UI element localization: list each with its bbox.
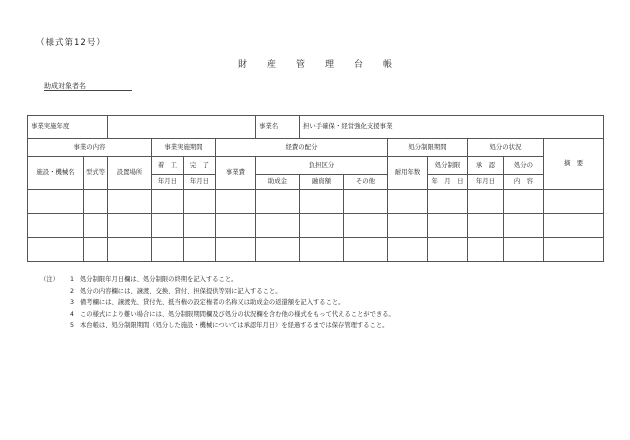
note-number: 3 (69, 299, 74, 306)
col-loan: 融資額 (300, 175, 344, 190)
col-remarks: 摘 要 (544, 139, 604, 190)
cell-location[interactable] (108, 214, 152, 238)
col-facility: 施設・機械名 (28, 157, 84, 190)
cell-restriction-date[interactable] (428, 190, 468, 214)
cell-approval[interactable] (468, 190, 504, 214)
cell-end[interactable] (184, 214, 216, 238)
col-other: その他 (344, 175, 388, 190)
cell-restriction-date[interactable] (428, 238, 468, 262)
header-row-project (28, 116, 604, 139)
col-restriction-top: 処分制限 (428, 157, 468, 175)
cell-loan[interactable] (300, 238, 344, 262)
cell-facility[interactable] (28, 238, 84, 262)
cell-subsidy[interactable] (256, 190, 300, 214)
note-text: 本台帳は、処分制限期間（処分した施設・機械については承認年月日）を経過するまでは保存管理すること。 (80, 322, 389, 329)
form-number: （様式第12号） (36, 38, 106, 48)
cell-disposal-content[interactable] (504, 214, 544, 238)
group-content: 事業の内容 (28, 139, 152, 157)
cell-model[interactable] (84, 190, 108, 214)
cell-start[interactable] (152, 238, 184, 262)
group-restriction: 処分制限期間 (388, 139, 468, 157)
header-row-cols (28, 157, 604, 175)
cell-useful-life[interactable] (388, 190, 428, 214)
note-text: 処分の内容欄には、譲渡、交換、貸付、担保提供等別に記入すること。 (80, 287, 282, 295)
fiscal-year-label: 事業実施年度 (28, 116, 108, 139)
project-name-value[interactable]: 担い手確保・経営強化支援事業 (300, 116, 604, 139)
col-useful-life: 耐用年数 (388, 157, 428, 190)
asset-ledger-table (27, 115, 604, 262)
table-row (28, 190, 604, 214)
col-project-cost: 事業費 (216, 157, 256, 190)
cell-approval[interactable] (468, 214, 504, 238)
col-model: 型式等 (84, 157, 108, 190)
cell-loan[interactable] (300, 214, 344, 238)
table-row (28, 238, 604, 262)
col-disposal-content-bottom: 内 容 (504, 175, 544, 190)
note-text: 処分制限年月日欄は、処分制限の終期を記入すること。 (80, 276, 238, 283)
grantee-name-field[interactable] (44, 90, 132, 91)
table-row (28, 214, 604, 238)
cell-location[interactable] (108, 238, 152, 262)
cell-remarks[interactable] (544, 238, 604, 262)
cell-project-cost[interactable] (216, 238, 256, 262)
note-item (40, 286, 395, 298)
notes-prefix: （注） (40, 276, 59, 283)
note-number: 2 (69, 287, 74, 295)
note-item (40, 309, 395, 321)
note-item (40, 297, 395, 309)
cell-end[interactable] (184, 190, 216, 214)
cell-disposal-content[interactable] (504, 190, 544, 214)
cell-other[interactable] (344, 214, 388, 238)
note-text: この様式により難い場合には、処分制限期間欄及び処分の状況欄を含む他の様式をもって代えることができる。 (80, 310, 395, 318)
grantee-label: 助成対象者名 (44, 82, 86, 90)
cell-start[interactable] (152, 214, 184, 238)
col-disposal-content-top: 処分の (504, 157, 544, 175)
col-approval-bottom: 年月日 (468, 175, 504, 190)
note-item (40, 320, 395, 332)
page-title: 財産管理台帳 (237, 60, 412, 70)
col-start-bottom: 年月日 (152, 175, 184, 190)
cell-approval[interactable] (468, 238, 504, 262)
project-name-label: 事業名 (256, 116, 300, 139)
cell-project-cost[interactable] (216, 190, 256, 214)
cell-other[interactable] (344, 190, 388, 214)
cell-model[interactable] (84, 214, 108, 238)
cell-start[interactable] (152, 190, 184, 214)
cell-facility[interactable] (28, 214, 84, 238)
cell-location[interactable] (108, 190, 152, 214)
col-restriction-bottom: 年 月 日 (428, 175, 468, 190)
cell-useful-life[interactable] (388, 214, 428, 238)
note-text: 備考欄には、譲渡先、貸付先、抵当権の設定権者の名称又は助成金の返還額を記入すること。 (80, 299, 345, 306)
group-disposal: 処分の状況 (468, 139, 544, 157)
note-item (40, 274, 395, 286)
cell-facility[interactable] (28, 190, 84, 214)
note-number: 4 (69, 310, 74, 318)
cell-disposal-content[interactable] (504, 238, 544, 262)
note-number: 5 (69, 322, 74, 329)
cell-subsidy[interactable] (256, 238, 300, 262)
header-row-groups (28, 139, 604, 157)
note-number: 1 (69, 276, 74, 283)
notes-section (40, 274, 395, 332)
cell-loan[interactable] (300, 190, 344, 214)
cell-useful-life[interactable] (388, 238, 428, 262)
cell-subsidy[interactable] (256, 214, 300, 238)
group-period: 事業実施期間 (152, 139, 216, 157)
col-burden: 負担区分 (256, 157, 388, 175)
col-end-top: 完 了 (184, 157, 216, 175)
cell-other[interactable] (344, 238, 388, 262)
cell-end[interactable] (184, 238, 216, 262)
fiscal-year-value[interactable] (108, 116, 256, 139)
cell-restriction-date[interactable] (428, 214, 468, 238)
cell-model[interactable] (84, 238, 108, 262)
col-end-bottom: 年月日 (184, 175, 216, 190)
cell-remarks[interactable] (544, 214, 604, 238)
cell-remarks[interactable] (544, 190, 604, 214)
col-subsidy: 助成金 (256, 175, 300, 190)
cell-project-cost[interactable] (216, 214, 256, 238)
col-location: 設置場所 (108, 157, 152, 190)
col-approval-top: 承 認 (468, 157, 504, 175)
group-expense: 経費の配分 (216, 139, 388, 157)
col-start-top: 着 工 (152, 157, 184, 175)
